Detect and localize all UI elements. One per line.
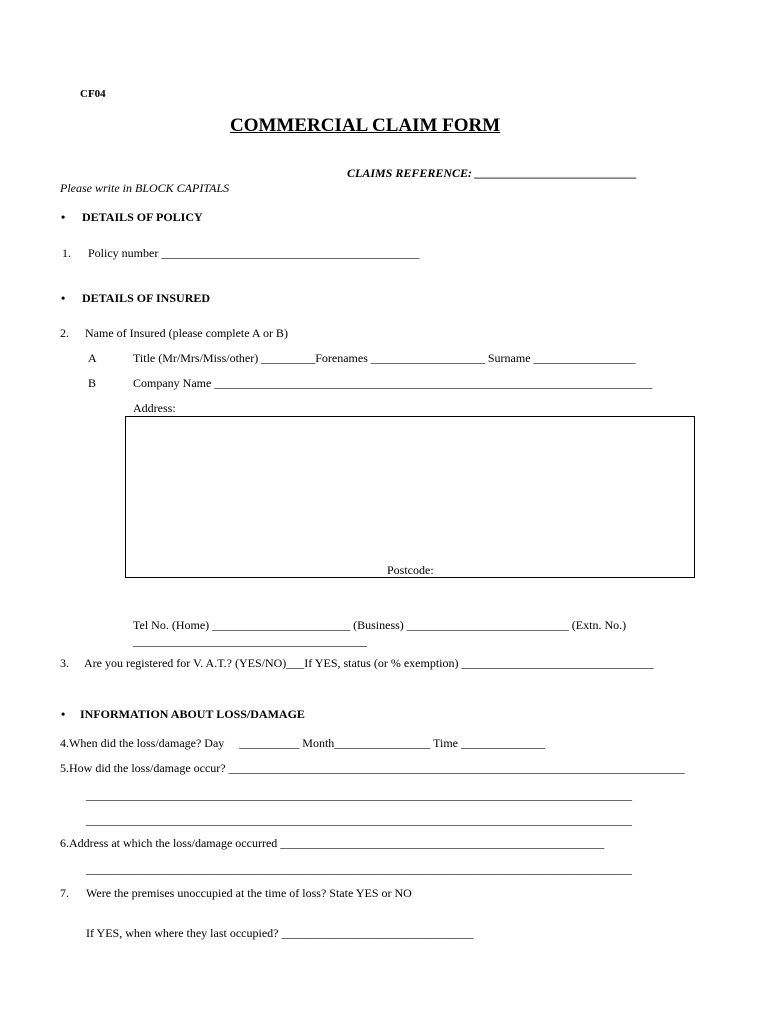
q2-number: 2.: [60, 326, 69, 340]
option-b-letter: B: [88, 376, 97, 390]
q3-number: 3.: [60, 656, 69, 670]
individual-name-fields[interactable]: Title (Mr/Mrs/Miss/other) _________Forenames ___________________ Surname _________________: [133, 351, 636, 365]
section-insured-bullet: •: [61, 291, 66, 305]
q1-number: 1.: [62, 246, 71, 260]
section-loss-heading: INFORMATION ABOUT LOSS/DAMAGE: [80, 707, 305, 721]
telephone-extension-line[interactable]: _______________________________________: [133, 634, 367, 648]
address-label: Address:: [133, 401, 176, 415]
loss-cause-line-2[interactable]: ___________________________________________________________________________________________: [86, 813, 632, 827]
block-capitals-instruction: Please write in BLOCK CAPITALS: [60, 181, 230, 195]
q2-text: Name of Insured (please complete A or B): [85, 326, 288, 340]
loss-address-line-1[interactable]: ___________________________________________________________________________________________: [86, 862, 632, 876]
policy-number-field[interactable]: Policy number ___________________________________________: [88, 246, 420, 260]
page-title: COMMERCIAL CLAIM FORM: [230, 115, 501, 136]
form-code: CF04: [80, 88, 106, 100]
loss-cause-line-1[interactable]: ___________________________________________________________________________________________: [86, 788, 632, 802]
vat-registration-field[interactable]: Are you registered for V. A.T.? (YES/NO)___If YES, status (or % exemption) ________________________________: [84, 656, 654, 670]
telephone-fields[interactable]: Tel No. (Home) _______________________ (Business) ___________________________ (Extn. No.): [133, 618, 627, 632]
section-insured-heading: DETAILS OF INSURED: [82, 291, 211, 305]
loss-cause-field[interactable]: 5.How did the loss/damage occur? ____________________________________________________________________________: [60, 761, 685, 775]
section-loss-bullet: •: [61, 707, 66, 721]
q7-text: Were the premises unoccupied at the time of loss? State YES or NO: [86, 886, 412, 900]
loss-address-field[interactable]: 6.Address at which the loss/damage occurred ______________________________________________________: [60, 836, 605, 850]
claims-reference-field[interactable]: CLAIMS REFERENCE: ___________________________: [347, 166, 638, 180]
address-box[interactable]: [125, 416, 695, 578]
section-policy-heading: DETAILS OF POLICY: [82, 210, 203, 224]
option-a-letter: A: [88, 351, 97, 365]
q7-number: 7.: [60, 886, 69, 900]
section-policy-bullet: •: [61, 210, 66, 224]
company-name-field[interactable]: Company Name _________________________________________________________________________: [133, 376, 653, 390]
last-occupied-field[interactable]: If YES, when where they last occupied? ________________________________: [86, 926, 474, 940]
postcode-label: Postcode:: [387, 563, 434, 577]
loss-date-time-fields[interactable]: 4.When did the loss/damage? Day __________ Month________________ Time ______________: [60, 736, 545, 750]
